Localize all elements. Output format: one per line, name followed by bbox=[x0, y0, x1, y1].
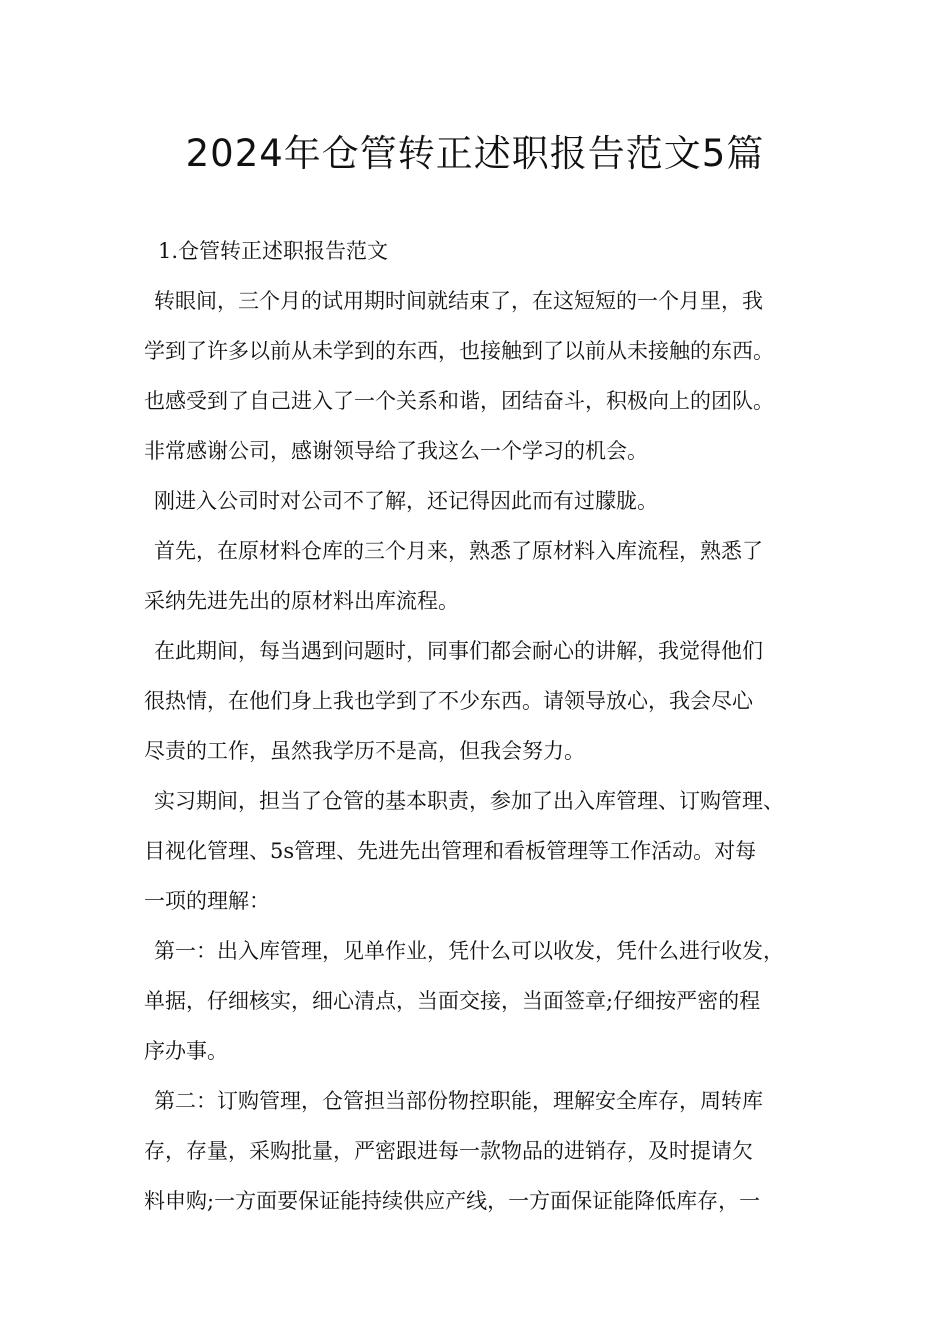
paragraph-line: 第二：订购管理，仓管担当部份物控职能，理解安全库存，周转库 bbox=[154, 1089, 763, 1113]
document-body bbox=[144, 226, 830, 1226]
paragraph-line: 目视化管理、5s管理、先进先出管理和看板管理等工作活动。对每 bbox=[144, 839, 757, 863]
paragraph bbox=[144, 476, 830, 526]
paragraph-line: 转眼间，三个月的试用期时间就结束了，在这短短的一个月里，我 bbox=[154, 289, 763, 313]
paragraph-line: 学到了许多以前从未学到的东西，也接触到了以前从未接触的东西。 bbox=[144, 339, 774, 363]
paragraph-line: 存，存量，采购批量，严密跟进每一款物品的进销存，及时提请欠 bbox=[144, 1139, 753, 1163]
paragraph-line: 料申购;一方面要保证能持续供应产线，一方面保证能降低库存，一 bbox=[144, 1189, 761, 1213]
paragraph bbox=[144, 526, 830, 626]
section-heading: 1.仓管转正述职报告范文 bbox=[158, 239, 389, 263]
paragraph-line: 刚进入公司时对公司不了解，还记得因此而有过朦胧。 bbox=[154, 489, 658, 513]
paragraph-line: 实习期间，担当了仓管的基本职责，参加了出入库管理、订购管理、 bbox=[154, 789, 784, 813]
paragraph-line: 首先，在原材料仓库的三个月来，熟悉了原材料入库流程，熟悉了 bbox=[154, 539, 763, 563]
document-title: 2024年仓管转正述职报告范文5篇 bbox=[185, 132, 765, 175]
paragraph bbox=[144, 926, 830, 1076]
paragraph bbox=[144, 276, 830, 476]
paragraph-line: 序办事。 bbox=[144, 1039, 228, 1063]
paragraph-line: 在此期间，每当遇到问题时，同事们都会耐心的讲解，我觉得他们 bbox=[154, 639, 763, 663]
paragraph-line: 也感受到了自己进入了一个关系和谐，团结奋斗，积极向上的团队。 bbox=[144, 389, 774, 413]
paragraph-line: 单据，仔细核实，细心清点，当面交接，当面签章;仔细按严密的程 bbox=[144, 989, 761, 1013]
paragraph-line: 采纳先进先出的原材料出库流程。 bbox=[144, 589, 459, 613]
paragraph-line: 一项的理解： bbox=[144, 889, 270, 913]
paragraph-line: 非常感谢公司，感谢领导给了我这么一个学习的机会。 bbox=[144, 439, 648, 463]
paragraph bbox=[144, 776, 830, 926]
paragraph-line: 很热情，在他们身上我也学到了不少东西。请领导放心，我会尽心 bbox=[144, 689, 753, 713]
paragraph bbox=[144, 1076, 830, 1226]
paragraph-line: 尽责的工作，虽然我学历不是高，但我会努力。 bbox=[144, 739, 585, 763]
paragraph bbox=[144, 626, 830, 776]
paragraph-line: 第一：出入库管理，见单作业，凭什么可以收发，凭什么进行收发， bbox=[154, 939, 784, 963]
